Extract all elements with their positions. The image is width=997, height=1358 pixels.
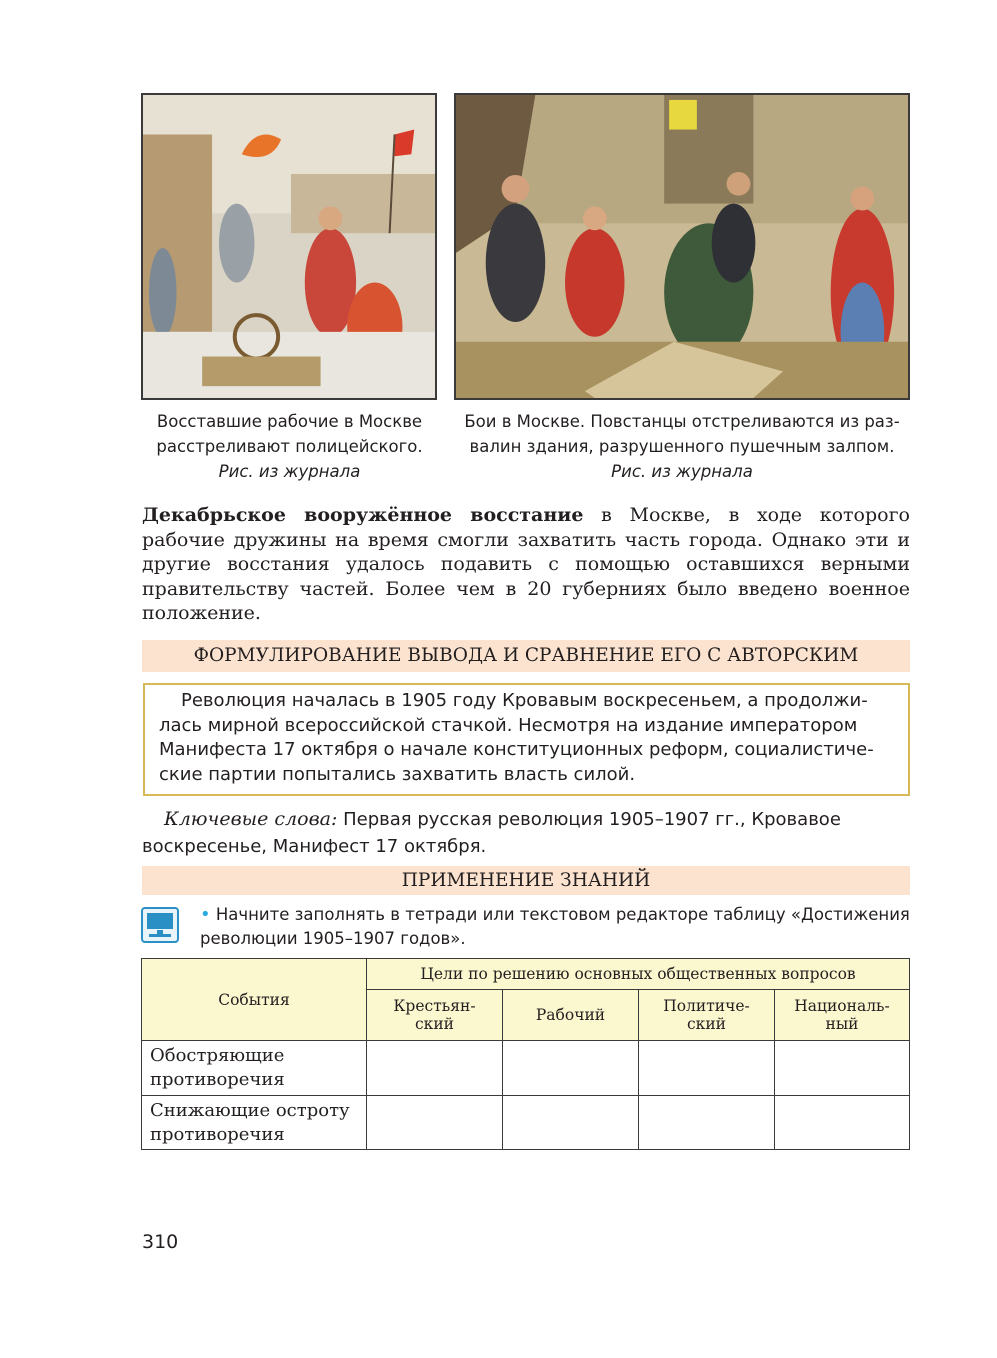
table-cell[interactable] [503, 1041, 639, 1096]
conclusion-line: ские партии попытались захватить власть силой. [159, 763, 636, 785]
column-header-line: Политиче- [663, 997, 750, 1015]
achievements-table [141, 958, 910, 1150]
task-body: Начните заполнять в тетради или текстовом редакторе таблицу «Достижения революции 1905–1907 годов». [200, 905, 910, 948]
term-bold: Декабрьское вооружённое восстание [142, 504, 584, 526]
figure-caption-1 [138, 409, 441, 484]
keywords-text: Первая русская революция 1905–1907 гг., Кровавое воскресенье, Манифест 17 октября. [142, 809, 841, 857]
table-row [142, 1096, 910, 1150]
caption-source: Рис. из журнала [218, 462, 361, 481]
row-label [142, 1041, 367, 1096]
application-heading: ПРИМЕНЕНИЕ ЗНАНИЙ [142, 866, 910, 895]
illustration-workers-shooting [141, 93, 437, 400]
table-cell[interactable] [367, 1096, 503, 1150]
computer-icon [141, 907, 179, 943]
column-header-line: Националь- [794, 997, 890, 1015]
illustration-moscow-battle [454, 93, 910, 400]
caption-line: Бои в Москве. Повстанцы отстреливаются из раз- [464, 412, 900, 431]
page-number: 310 [142, 1231, 179, 1253]
row-label-line: Обостряющие [150, 1045, 285, 1066]
conclusion-line: лась мирной всероссийской стачкой. Несмотря на издание императором [159, 714, 858, 736]
column-header-line: Рабочий [535, 1006, 606, 1024]
row-label-line: противоречия [150, 1069, 285, 1090]
figure-caption-2 [447, 409, 917, 484]
main-paragraph [142, 503, 910, 626]
table-row [142, 1041, 910, 1096]
bullet-icon: • [200, 904, 211, 925]
conclusion-heading: ФОРМУЛИРОВАНИЕ ВЫВОДА И СРАВНЕНИЕ ЕГО С АВТОРСКИМ [142, 640, 910, 672]
column-header [639, 990, 775, 1041]
caption-line: Восставшие рабочие в Москве [156, 412, 423, 431]
events-header: События [142, 959, 367, 1041]
column-header [503, 990, 639, 1041]
row-label-line: Снижающие остроту [150, 1099, 350, 1121]
table-cell[interactable] [775, 1096, 910, 1150]
column-header-line: ский [686, 1015, 727, 1033]
task-text [200, 903, 910, 951]
column-header-line: Крестьян- [393, 997, 476, 1015]
paragraph-text: в Москве, в ходе которого рабочие дружины на время смогли захватить часть города. Однако эти и другие восстания удалось подавить с помощью оставшихся верными правительству частей. Более чем в 20 губерниях было введено военное положение. [142, 504, 910, 624]
keywords-label: Ключевые слова: [164, 808, 338, 830]
column-header [367, 990, 503, 1041]
keywords [142, 806, 910, 860]
caption-line: валин здания, разрушенного пушечным залпом. [469, 437, 895, 456]
row-label [142, 1096, 367, 1150]
column-header [775, 990, 910, 1041]
row-label-line: противоречия [150, 1123, 285, 1145]
column-header-line: ный [825, 1015, 859, 1033]
conclusion-line: Манифеста 17 октября о начале конституционных реформ, социалистиче- [159, 739, 874, 760]
table-cell[interactable] [775, 1041, 910, 1096]
table-cell[interactable] [639, 1096, 775, 1150]
conclusion-box [143, 683, 910, 796]
conclusion-line: Революция началась в 1905 году Кровавым воскресеньем, а продолжи- [181, 690, 868, 711]
table-cell[interactable] [639, 1041, 775, 1096]
column-header-line: ский [414, 1015, 455, 1033]
goals-header: Цели по решению основных общественных вопросов [367, 959, 910, 990]
caption-source: Рис. из журнала [611, 462, 753, 481]
caption-line: расстреливают полицейского. [156, 437, 423, 456]
table-cell[interactable] [367, 1041, 503, 1096]
table-cell[interactable] [503, 1096, 639, 1150]
